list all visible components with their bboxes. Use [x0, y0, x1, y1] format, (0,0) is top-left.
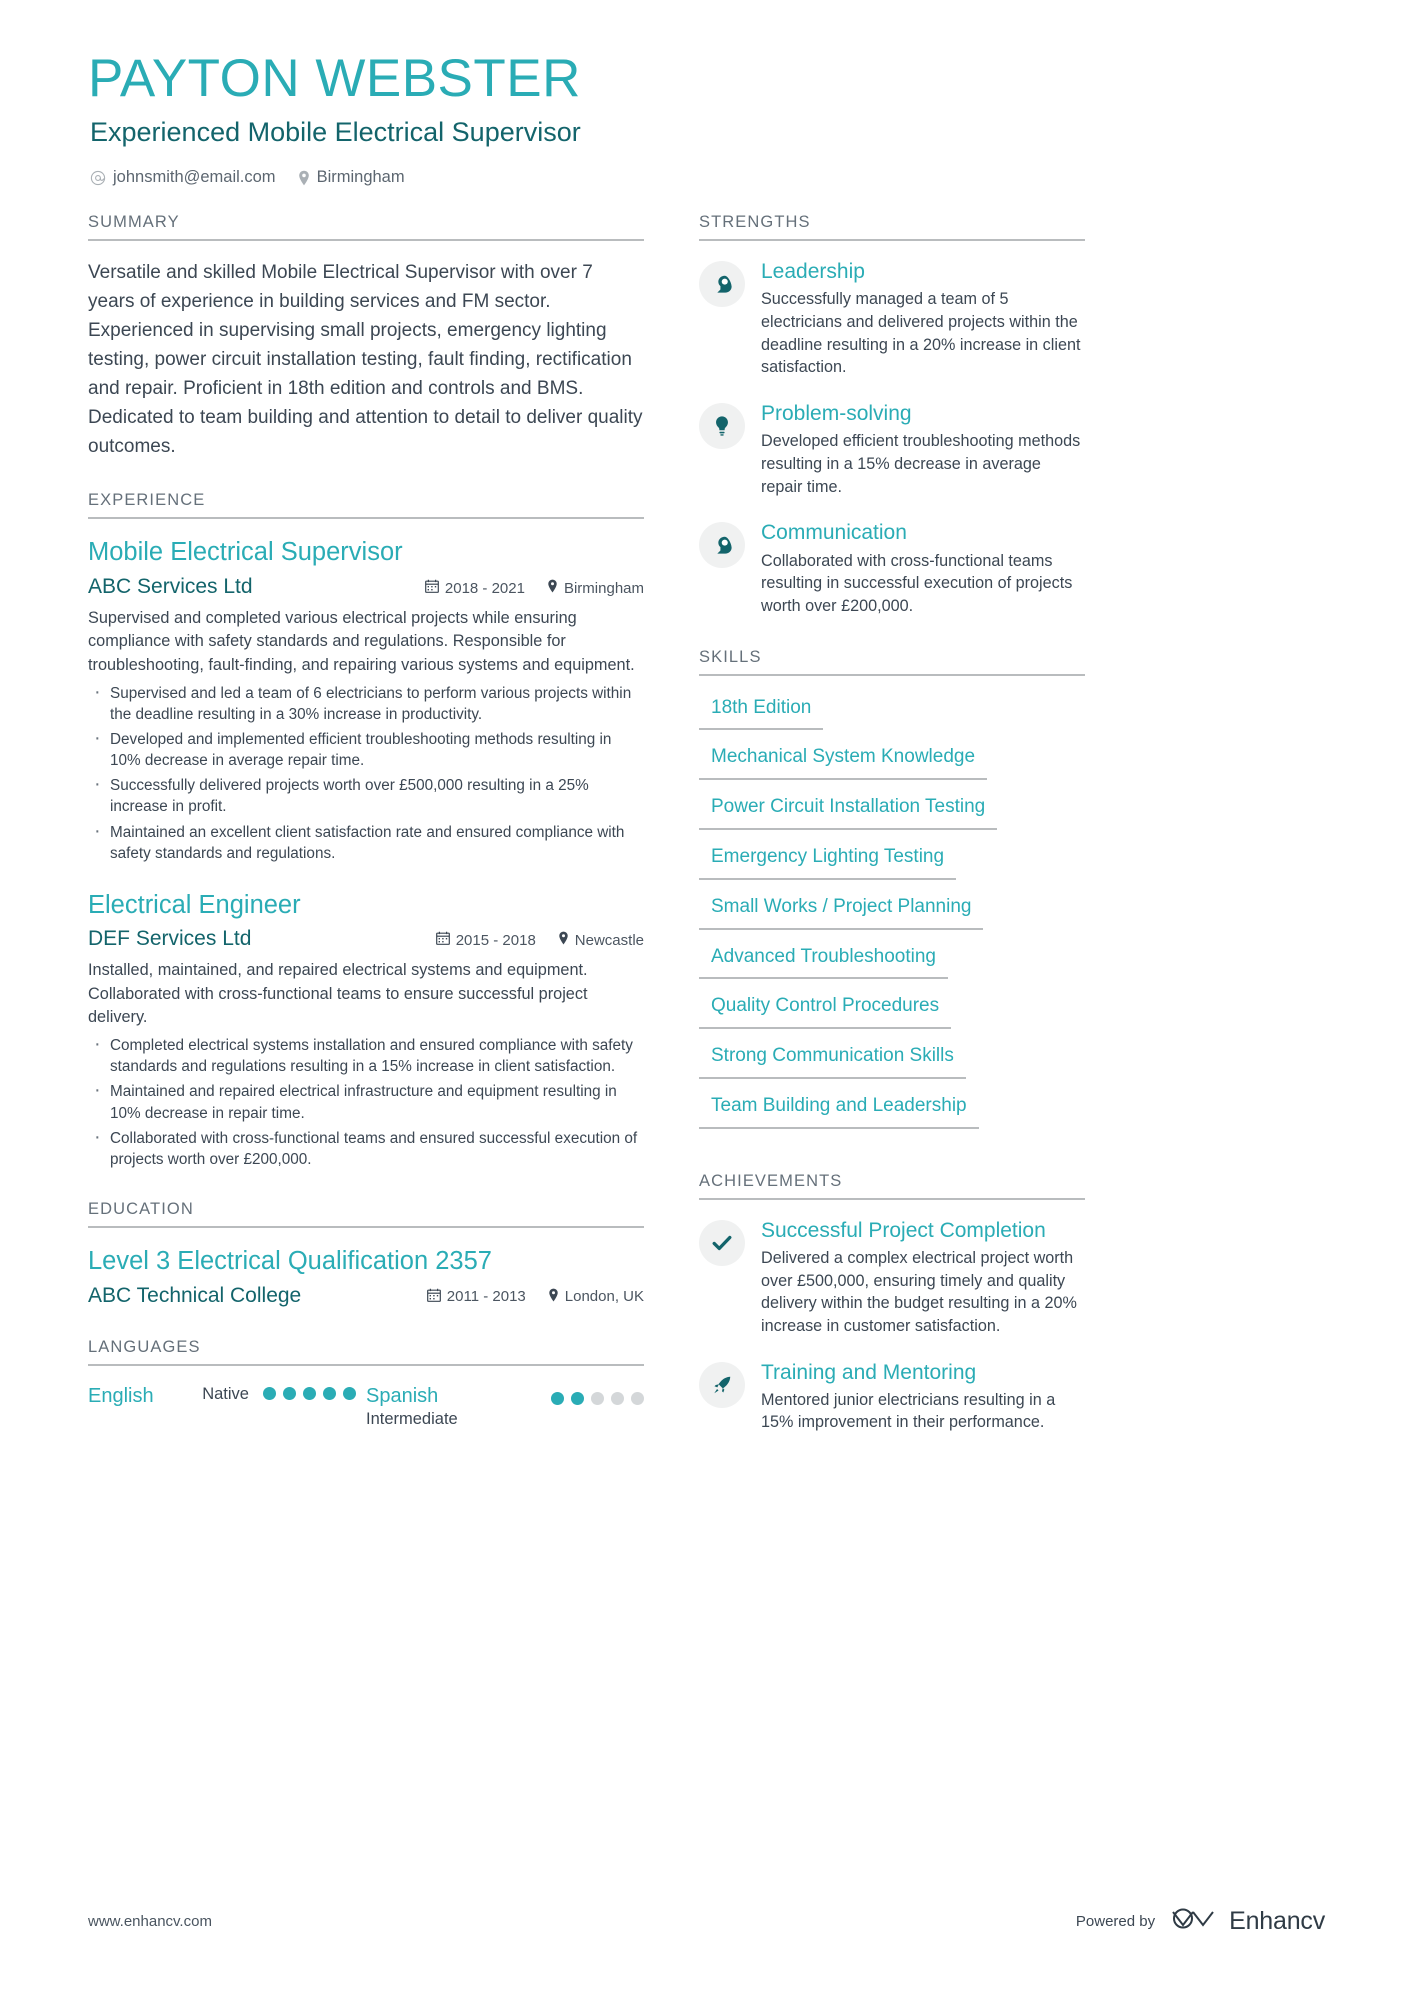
language-rating [202, 1384, 356, 1405]
strength-title: Leadership [761, 260, 865, 284]
languages-grid [88, 1384, 644, 1430]
section-heading-summary: SUMMARY [88, 213, 644, 241]
rating-dot [303, 1387, 316, 1400]
experience-meta [425, 579, 644, 597]
section-heading-achievements: ACHIEVEMENTS [699, 1172, 1085, 1200]
resume-body [0, 213, 1410, 1438]
rating-dot [551, 1392, 564, 1405]
rating-dot [591, 1392, 604, 1405]
experience-bullets [88, 683, 644, 864]
education-location-text: London, UK [564, 1288, 644, 1305]
strength-item [699, 520, 1085, 617]
education-meta-row [88, 1284, 644, 1308]
language-name: English [88, 1384, 154, 1407]
list-item: · Developed and implemented efficient troubleshooting methods resulting in 10% decrease in average repair time. [88, 729, 644, 771]
rocket-icon [699, 1362, 745, 1408]
job-title: Experienced Mobile Electrical Supervisor [90, 116, 581, 147]
section-summary [88, 213, 644, 461]
language-dots [263, 1387, 356, 1400]
map-pin-icon [558, 931, 569, 949]
skill-list [699, 1092, 1085, 1142]
skill-list [699, 1042, 1085, 1092]
experience-dates [436, 931, 536, 949]
contact-location-text: Birmingham [316, 168, 405, 187]
section-heading-languages: LANGUAGES [88, 1338, 644, 1366]
map-pin-icon [548, 1288, 559, 1306]
skill-list [699, 743, 1085, 793]
rating-dot [571, 1392, 584, 1405]
resume-header [0, 0, 1410, 187]
list-item: · Successfully delivered projects worth over £500,000 resulting in a 25% increase in profit. [88, 775, 644, 817]
section-education [88, 1200, 644, 1308]
achievement-description: Mentored junior electricians resulting in a 15% improvement in their performance. [761, 1390, 1056, 1432]
education-location [548, 1288, 644, 1306]
section-languages [88, 1338, 644, 1430]
education-dates [427, 1288, 526, 1306]
education-meta [427, 1288, 644, 1306]
strength-title: Communication [761, 521, 907, 545]
skill-list [699, 793, 1085, 843]
experience-dates-text: 2015 - 2018 [455, 931, 536, 949]
experience-meta [436, 931, 644, 949]
experience-entry [88, 537, 644, 863]
page-title: PAYTON WEBSTER [88, 49, 581, 108]
skill-tag: Strong Communication Skills [699, 1042, 966, 1079]
skill-list [699, 992, 1085, 1042]
education-title: Level 3 Electrical Qualification 2357 [88, 1246, 492, 1275]
education-dates-text: 2011 - 2013 [446, 1288, 526, 1305]
resume-footer [88, 1906, 1325, 1937]
achievement-title: Training and Mentoring [761, 1360, 977, 1384]
section-heading-experience: EXPERIENCE [88, 491, 644, 519]
footer-branding [1076, 1906, 1325, 1937]
rating-dot [631, 1392, 644, 1405]
experience-title: Mobile Electrical Supervisor [88, 538, 403, 567]
lightbulb-head-icon [699, 522, 745, 568]
calendar-icon [436, 931, 450, 949]
footer-brand-name: Enhancv [1229, 1907, 1325, 1935]
skill-list [699, 943, 1085, 993]
strength-item [699, 259, 1085, 379]
strength-description: Collaborated with cross-functional teams resulting in successful execution of projects worth over £200,000. [761, 551, 1073, 615]
experience-organization: ABC Services Ltd [88, 575, 253, 598]
achievement-title: Successful Project Completion [761, 1218, 1046, 1242]
section-strengths [699, 213, 1085, 617]
strength-description: Successfully managed a team of 5 electricians and delivered projects within the deadline resulting in a 20% increase in client satisfaction. [761, 290, 1081, 377]
rating-dot [343, 1387, 356, 1400]
rating-dot [323, 1387, 336, 1400]
experience-location-text: Newcastle [574, 931, 644, 949]
experience-location [547, 579, 644, 597]
list-item: · Maintained and repaired electrical infrastructure and equipment resulting in 10% decrease in repair time. [88, 1081, 644, 1123]
at-icon [90, 170, 106, 186]
strength-description: Developed efficient troubleshooting methods resulting in a 15% decrease in average repair time. [761, 432, 1081, 496]
experience-meta-row [88, 927, 644, 951]
contact-location [298, 168, 405, 187]
achievement-item [699, 1360, 1085, 1435]
list-item: · Collaborated with cross-functional teams and ensured successful execution of projects worth over £200,000. [88, 1128, 644, 1170]
experience-description: Supervised and completed various electrical projects while ensuring compliance with safety standards and regulations. Responsible for troubleshooting, fault-finding, and repairing various systems and equipment. [88, 609, 635, 674]
list-item: · Maintained an excellent client satisfaction rate and ensured compliance with safety standards and regulations. [88, 822, 644, 864]
education-organization: ABC Technical College [88, 1283, 302, 1307]
experience-bullets [88, 1035, 644, 1170]
skill-tag: 18th Edition [699, 694, 823, 731]
skill-tag: Team Building and Leadership [699, 1092, 979, 1129]
section-achievements [699, 1172, 1085, 1434]
skill-tag: Small Works / Project Planning [699, 893, 983, 930]
skill-tag: Power Circuit Installation Testing [699, 793, 997, 830]
skill-tag: Mechanical System Knowledge [699, 743, 987, 780]
left-column [88, 213, 644, 1433]
achievement-item [699, 1218, 1085, 1338]
achievement-description: Delivered a complex electrical project worth over £500,000, ensuring timely and quality delivery within the budget resulting in a 20% increase in customer satisfaction. [761, 1248, 1077, 1335]
section-heading-strengths: STRENGTHS [699, 213, 1085, 241]
skill-list [699, 843, 1085, 893]
experience-location [558, 931, 644, 949]
rating-dot [611, 1392, 624, 1405]
enhancv-logo-icon [1169, 1906, 1215, 1937]
right-column [699, 213, 1085, 1438]
language-level: Native [202, 1384, 249, 1403]
map-pin-icon [547, 579, 558, 597]
experience-title: Electrical Engineer [88, 890, 301, 919]
lightbulb-head-icon [699, 261, 745, 307]
skill-list [699, 694, 1085, 744]
experience-location-text: Birmingham [563, 579, 644, 597]
section-experience [88, 491, 644, 1170]
experience-meta-row [88, 575, 644, 599]
calendar-icon [425, 579, 439, 597]
map-pin-icon [298, 170, 310, 186]
strength-item [699, 401, 1085, 498]
language-item [88, 1384, 366, 1430]
language-dots [551, 1384, 644, 1405]
rating-dot [263, 1387, 276, 1400]
calendar-icon [427, 1288, 441, 1306]
list-item: · Completed electrical systems installation and ensured compliance with safety standards and regulations resulting in a 15% increase in client satisfaction. [88, 1035, 644, 1077]
experience-description: Installed, maintained, and repaired electrical systems and equipment. Collaborated with cross-functional teams to ensure successful project delivery. [88, 961, 588, 1026]
skill-tag: Emergency Lighting Testing [699, 843, 956, 880]
language-item [366, 1384, 644, 1430]
experience-organization: DEF Services Ltd [88, 927, 252, 951]
footer-url[interactable]: www.enhancv.com [88, 1913, 212, 1930]
experience-dates [425, 579, 525, 597]
contact-email-text: johnsmith@email.com [113, 168, 276, 187]
summary-text: Versatile and skilled Mobile Electrical Supervisor with over 7 years of experience in building services and FM sector. Experienced in supervising small projects, emergency lighting testing, power circuit installation testing, fault finding, rectification and repair. Proficient in 18th edition and controls and BMS. Dedicated to team building and attention to detail to deliver quality outcomes. [88, 262, 643, 457]
skill-list [699, 893, 1085, 943]
rating-dot [283, 1387, 296, 1400]
footer-powered-by: Powered by [1075, 1913, 1156, 1930]
check-icon [699, 1220, 745, 1266]
contact-email[interactable] [90, 168, 276, 187]
contact-row [90, 168, 1325, 187]
section-heading-skills: SKILLS [699, 648, 1085, 676]
lightbulb-icon [699, 403, 745, 449]
list-item: · Supervised and led a team of 6 electricians to perform various projects within the deadline resulting in a 30% increase in productivity. [88, 683, 644, 725]
language-name: Spanish [366, 1384, 439, 1407]
section-heading-education: EDUCATION [88, 1200, 644, 1228]
experience-dates-text: 2018 - 2021 [444, 579, 525, 597]
section-skills [699, 648, 1085, 1142]
skill-tag: Quality Control Procedures [699, 992, 951, 1029]
language-level: Intermediate [366, 1409, 458, 1428]
skill-tag: Advanced Troubleshooting [699, 943, 948, 980]
strength-title: Problem-solving [761, 402, 912, 426]
experience-entry [88, 890, 644, 1170]
education-entry [88, 1246, 644, 1308]
